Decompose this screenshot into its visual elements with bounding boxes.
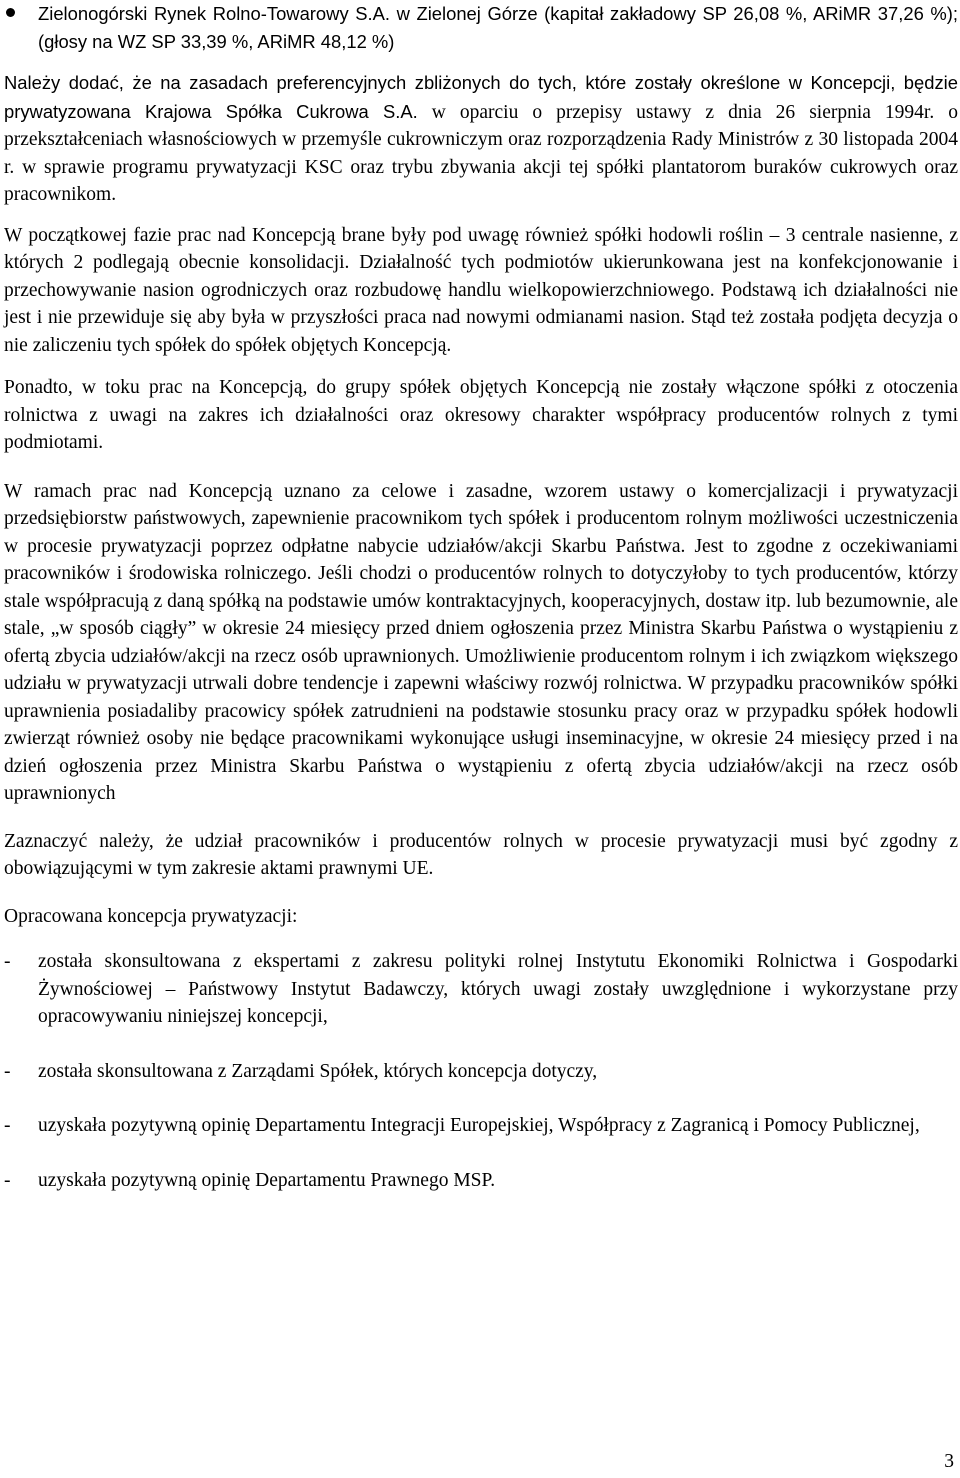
paragraph-intro-part2: w oparciu o przepisy ustawy z dnia 26 sierpnia 1994r. o przekształceniach własnościowych w przemyśle cukrowniczym oraz rozporządzenia Rady Ministrów z 30 listopada 2004 r. w sprawie programu prywatyzacji KSC oraz trybu zbywania akcji tej spółki plantatorom buraków cukrowych oraz pracownikom. xyxy=(4,101,958,205)
list-item xyxy=(4,1167,958,1195)
dash-marker: - xyxy=(4,1060,11,1082)
list-heading: Opracowana koncepcja prywatyzacji: xyxy=(4,905,298,927)
bullet-item-text: Zielonogórski Rynek Rolno-Towarowy S.A. w Zielonej Górze (kapitał zakładowy SP 26,08 %, ARiMR 37,26 %);(głosy na WZ SP 33,39 %, ARiMR 48,12 %) xyxy=(38,3,958,52)
list-item-text: została skonsultowana z ekspertami z zakresu polityki rolnej Instytutu Ekonomiki Rolnictwa i Gospodarki Żywnościowej – Państwowy Instytut Badawczy, których uwagi zostały uwzględnione i wykorzystane przy opracowywaniu niniejszej koncepcji, xyxy=(38,951,958,1027)
document-page xyxy=(4,0,958,1221)
paragraph-w-ramach: W ramach prac nad Koncepcją uznano za celowe i zasadne, wzorem ustawy o komercjalizacji i prywatyzacji przedsiębiorstw państwowych, zapewnienie pracownikom tych spółek i producentom rolnym możliwości uczestniczenia w procesie prywatyzacji poprzez odpłatne nabycie udziałów/akcji Skarbu Państwa. Jest to zgodne z oczekiwaniami pracowników i środowiska rolniczego. Jeśli chodzi o producentów rolnych to dotyczyłoby to tych producentów, którzy stale współpracują z daną spółką na podstawie umów kontraktacyjnych, kooperacyjnych, dostaw itp. lub bezumownie, ale stale, „w sposób ciągły” w okresie 24 miesięcy przed dniem ogłoszenia przez Ministra Skarbu Państwa o wystąpieniu z ofertą zbycia udziałów/akcji na rzecz osób uprawnionych. Umożliwienie producentom rolnym i ich związkom większego udziału w prywatyzacji utrwali dobre tendencje i zapewni właściwy rozwój rolnictwa. W przypadku pracowników spółki uprawnienia posiadaliby pracowicy spółek zatrudnieni na podstawie stosunku pracy oraz w przypadku spółek hodowli zwierząt również osoby nie będące pracownikami wykonujące usługi inseminacyjne, w okresie 24 miesięcy przed i na dzień ogłoszenia przez Ministra Skarbu Państwa o wystąpieniu z ofertą zbycia udziałów/akcji na rzecz osób uprawnionych xyxy=(4,480,958,804)
bullet-icon xyxy=(6,8,15,17)
dash-marker: - xyxy=(4,1169,11,1191)
bullet-list-item xyxy=(4,0,958,55)
list-item xyxy=(4,1112,958,1140)
list-item xyxy=(4,1058,958,1086)
dash-list xyxy=(4,948,958,1194)
paragraph-initial-phase: W początkowej fazie prac nad Koncepcją brane były pod uwagę również spółki hodowli roślin – 3 centrale nasienne, z których 2 podlegają obecnie konsolidacji. Działalność tych podmiotów ukierunkowana jest na konfekcjonowanie i przechowywanie nasion ogrodniczych oraz rozbudowę handlu wielkopowierzchniowego. Podstawą ich działalności nie jest i nie przewiduje się aby była w przyszłości praca nad nowymi odmianami nasion. Stąd też została podjęta decyzja o nie zaliczeniu tych spółek do spółek objętych Koncepcją. xyxy=(4,224,958,356)
paragraph-zaznaczyc: Zaznaczyć należy, że udział pracowników i producentów rolnych w procesie prywatyzacji musi być zgodny z obowiązującymi w tym zakresie aktami prawnymi UE. xyxy=(4,830,958,879)
list-item-text: uzyskała pozytywną opinię Departamentu Integracji Europejskiej, Współpracy z Zagranicą i Pomocy Publicznej, xyxy=(38,1115,920,1136)
paragraph-intro xyxy=(4,69,958,209)
paragraph-ponadto: Ponadto, w toku prac na Koncepcją, do grupy spółek objętych Koncepcją nie zostały włączone spółki z otoczenia rolnictwa z uwagi na zakres ich działalności oraz okresowy charakter współpracy producentów rolnych z tymi podmiotami. xyxy=(4,377,958,453)
page-number: 3 xyxy=(944,1451,954,1472)
dash-marker: - xyxy=(4,1115,11,1136)
paragraph-intro-part1: Należy dodać, że na zasadach preferencyjnych zbliżonych do tych, które zostały określone w Koncepcji, będzie prywatyzowana Krajowa Spółka Cukrowa S.A. xyxy=(4,72,958,122)
list-item xyxy=(4,948,958,1031)
list-item-text: została skonsultowana z Zarządami Spółek, których koncepcja dotyczy, xyxy=(38,1060,598,1082)
dash-marker: - xyxy=(4,951,11,972)
list-item-text: uzyskała pozytywną opinię Departamentu Prawnego MSP. xyxy=(38,1169,496,1191)
